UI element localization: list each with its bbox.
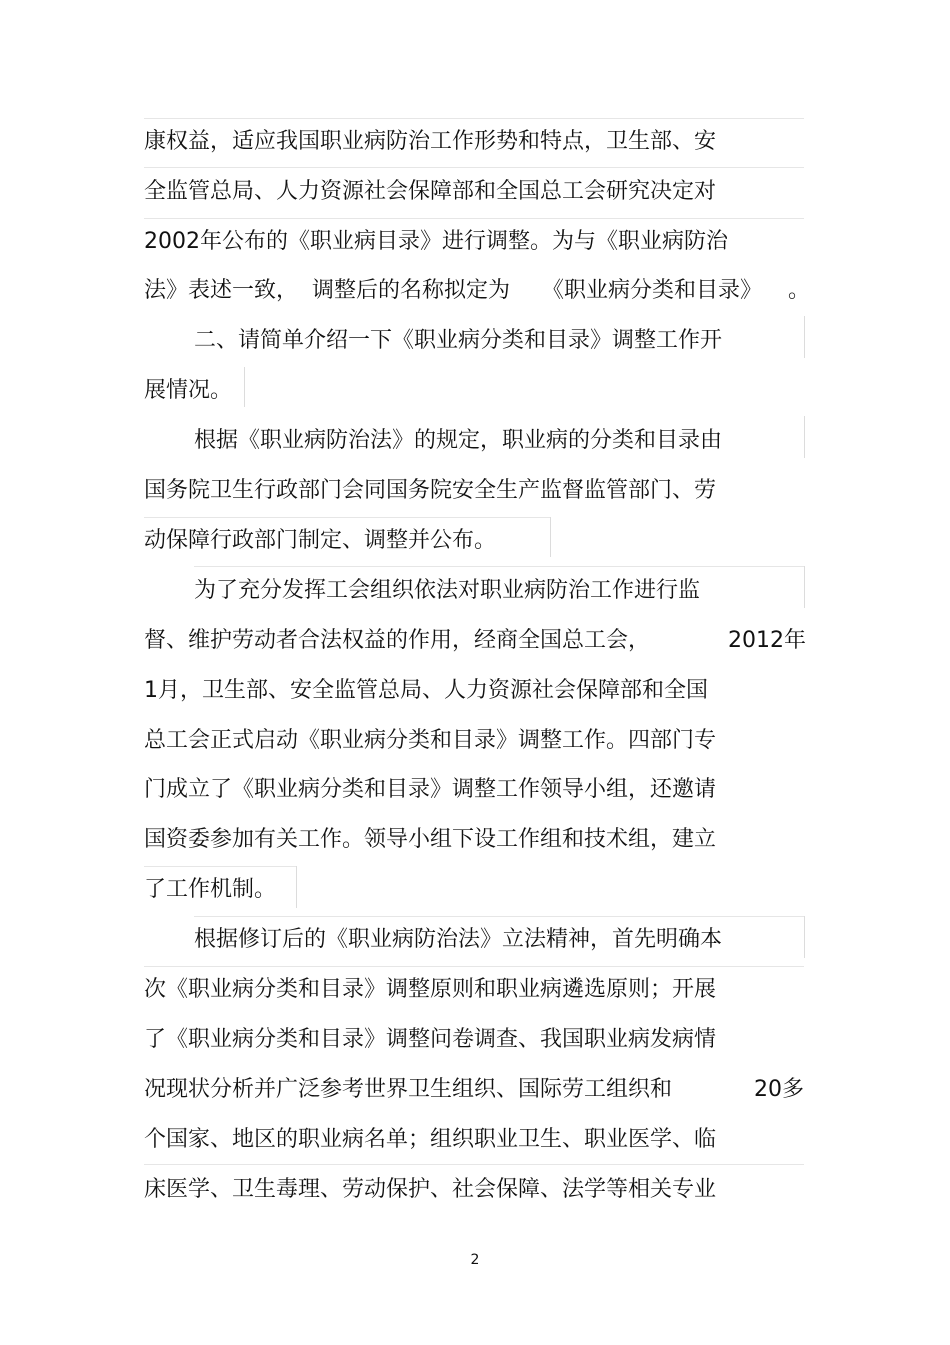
rule-line: [144, 517, 550, 518]
rule-line: [194, 916, 804, 917]
text-line: 个国家、地区的职业病名单；组织职业卫生、职业医学、临: [144, 1127, 717, 1152]
rule-line: [244, 367, 245, 407]
text-segment: 调整后的名称拟定为: [312, 278, 511, 303]
text-line: 1月，卫生部、安全监管总局、人力资源社会保障部和全国: [144, 678, 708, 703]
text-line: 国资委参加有关工作。领导小组下设工作组和技术组，建立: [144, 827, 717, 852]
rule-line: [804, 916, 805, 958]
text-segment: 20多: [754, 1077, 804, 1102]
text-segment: 。: [788, 278, 811, 303]
text-line: 全监管总局、人力资源社会保障部和全国总工会研究决定对: [144, 179, 717, 204]
text-segment: 法》表述一致，: [144, 278, 299, 303]
text-line: 根据修订后的《职业病防治法》立法精神，首先明确本: [194, 927, 723, 952]
text-segment: 督、维护劳动者合法权益的作用，经商全国总工会，: [144, 628, 651, 653]
rule-line: [804, 566, 805, 608]
text-line: 康权益，适应我国职业病防治工作形势和特点，卫生部、安: [144, 129, 717, 154]
page-number: 2: [470, 1252, 480, 1268]
rule-line: [144, 1164, 804, 1165]
text-line: 展情况。: [144, 378, 233, 403]
text-line: 床医学、卫生毒理、劳动保护、社会保障、法学等相关专业: [144, 1177, 717, 1202]
rule-line: [194, 566, 804, 567]
text-line: [144, 626, 804, 656]
text-segment: 况现状分析并广泛参考世界卫生组织、国际劳工组织和: [144, 1077, 673, 1102]
rule-line: [804, 316, 805, 358]
text-line: 为了充分发挥工会组织依法对职业病防治工作进行监: [194, 578, 701, 603]
text-line: 二、请简单介绍一下《职业病分类和目录》调整工作开: [194, 328, 723, 353]
rule-line: [144, 118, 804, 119]
text-line: 次《职业病分类和目录》调整原则和职业病遴选原则；开展: [144, 977, 717, 1002]
text-line: 国务院卫生行政部门会同国务院安全生产监督监管部门、劳: [144, 478, 717, 503]
rule-line: [804, 416, 805, 458]
text-line: 了工作机制。: [144, 877, 277, 902]
text-line: [144, 1075, 804, 1105]
rule-line: [144, 167, 804, 168]
rule-line: [550, 517, 551, 557]
text-line: [144, 276, 824, 306]
rule-line: [144, 218, 804, 219]
rule-line: [144, 966, 804, 967]
text-line: 动保障行政部门制定、调整并公布。: [144, 528, 497, 553]
text-line: 2002年公布的《职业病目录》进行调整。为与《职业病防治: [144, 229, 728, 254]
rule-line: [144, 866, 296, 867]
rule-line: [296, 866, 297, 908]
text-line: 总工会正式启动《职业病分类和目录》调整工作。四部门专: [144, 728, 717, 753]
text-line: 门成立了《职业病分类和目录》调整工作领导小组，还邀请: [144, 777, 717, 802]
text-line: 根据《职业病防治法》的规定，职业病的分类和目录由: [194, 428, 723, 453]
text-segment: 2012年: [728, 628, 806, 653]
text-line: 了《职业病分类和目录》调整问卷调查、我国职业病发病情: [144, 1027, 717, 1052]
text-segment: 《职业病分类和目录》: [542, 278, 763, 303]
